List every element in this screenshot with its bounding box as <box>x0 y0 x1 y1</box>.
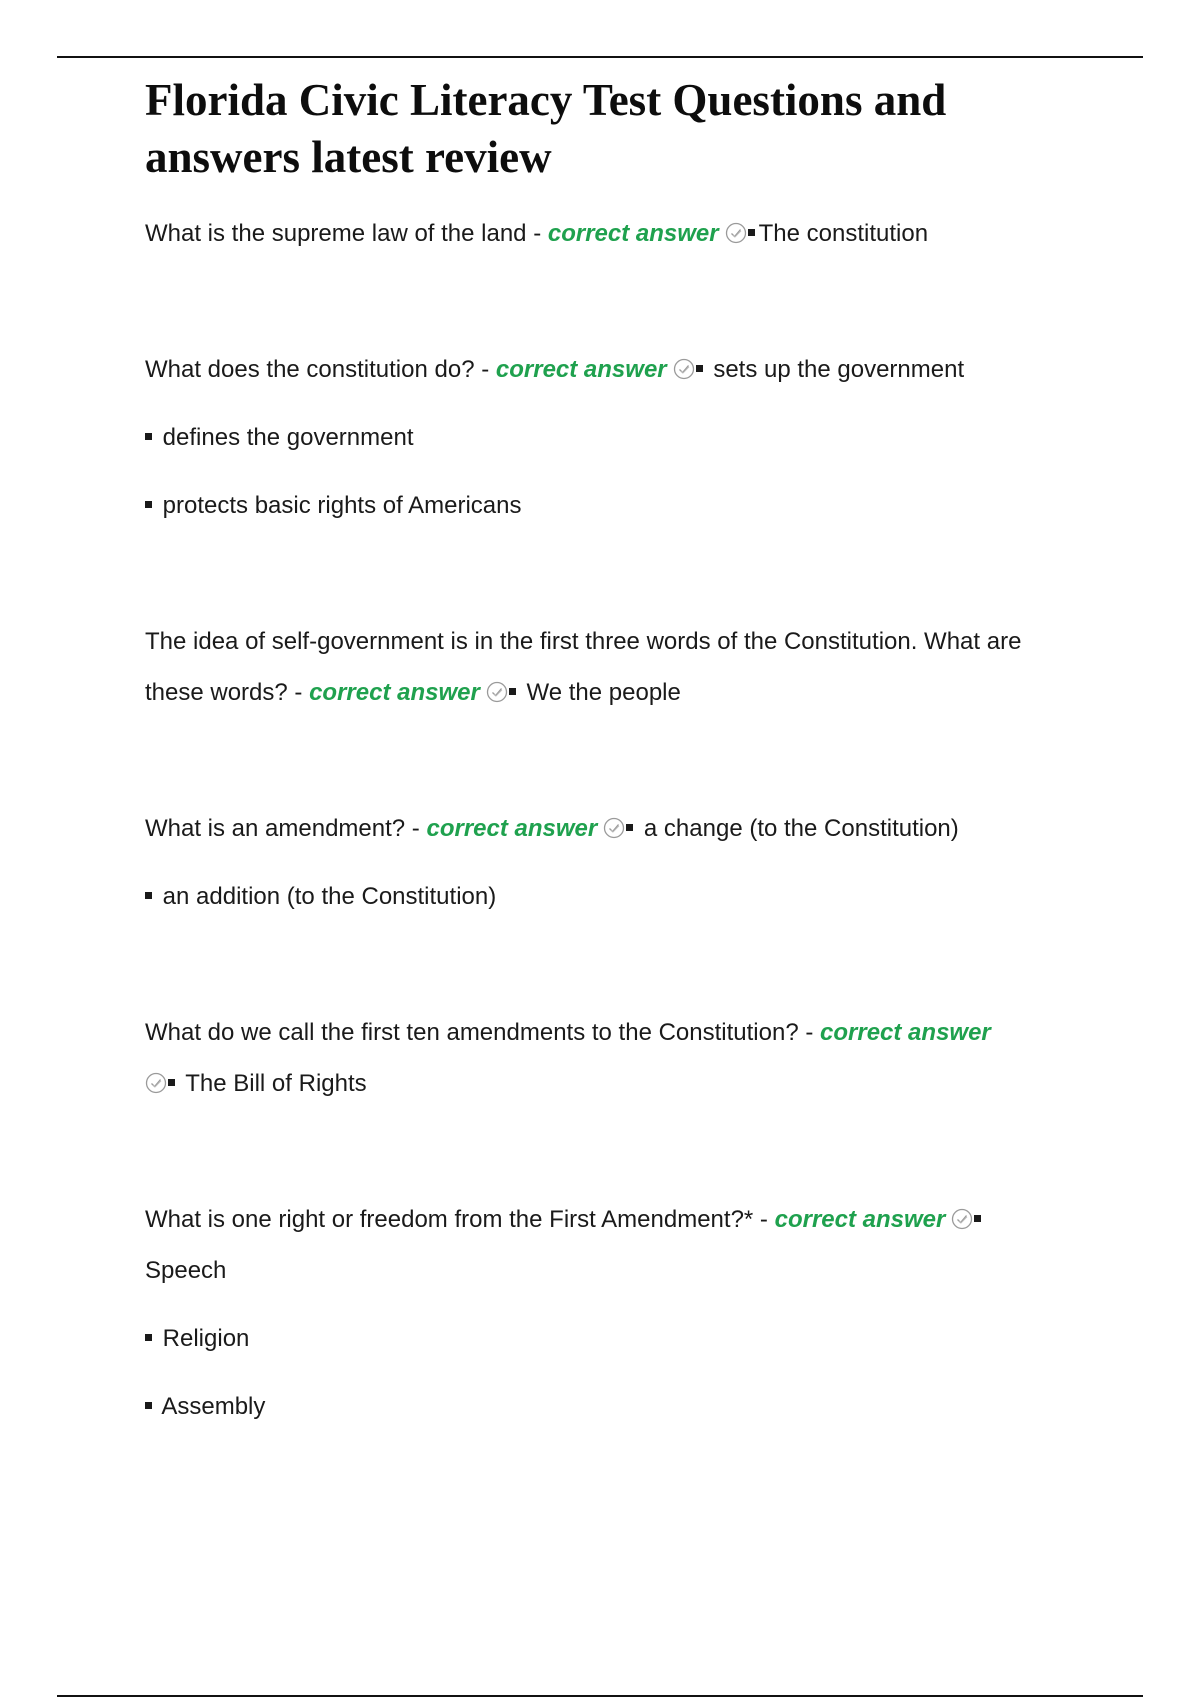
qa-item <box>145 803 1085 922</box>
answer-bullet <box>145 480 1085 531</box>
bullet-square-icon <box>748 229 755 236</box>
answer-bullet <box>145 1313 1085 1364</box>
bullet-square-icon <box>145 433 152 440</box>
bullet-square-icon <box>168 1079 175 1086</box>
bullet-square-icon <box>145 892 152 899</box>
question-text: What does the constitution do? - <box>145 356 490 383</box>
qa-item <box>145 1007 1085 1109</box>
answer-text: a change (to the Constitution) <box>643 815 959 842</box>
qa-item <box>145 344 1085 531</box>
answer-bullet <box>145 1381 1085 1432</box>
answer-bullet-text: protects basic rights of Americans <box>162 492 522 519</box>
document-body <box>145 72 1085 1432</box>
correct-answer-label: correct answer <box>426 815 598 842</box>
bullet-square-icon <box>696 365 703 372</box>
question-line <box>145 616 1085 718</box>
correct-answer-label: correct answer <box>547 220 719 247</box>
question-line <box>145 208 1085 259</box>
bullet-square-icon <box>974 1215 981 1222</box>
bottom-rule <box>57 1695 1143 1697</box>
answer-bullet-text: defines the government <box>162 424 414 451</box>
question-text: What is an amendment? - <box>145 815 420 842</box>
question-line <box>145 1194 1085 1296</box>
qa-item <box>145 1194 1085 1432</box>
question-text: What do we call the first ten amendments to the Constitution? - <box>145 1019 814 1046</box>
question-text: The idea of self-government is in the first three words of the Constitution. What are these words? - <box>145 628 1022 706</box>
answer-text: We the people <box>526 679 681 706</box>
check-circle-icon <box>725 222 747 244</box>
answer-text: The Bill of Rights <box>185 1070 367 1097</box>
answer-text: The constitution <box>758 220 929 247</box>
answer-bullet-text: Religion <box>162 1325 250 1352</box>
check-circle-icon <box>486 681 508 703</box>
correct-answer-label: correct answer <box>820 1019 991 1046</box>
top-rule <box>57 56 1143 58</box>
bullet-square-icon <box>626 824 633 831</box>
check-circle-icon <box>951 1208 973 1230</box>
answer-bullet <box>145 412 1085 463</box>
bullet-square-icon <box>145 501 152 508</box>
qa-item <box>145 616 1085 718</box>
correct-answer-label: correct answer <box>495 356 667 383</box>
answer-bullet-text: an addition (to the Constitution) <box>162 883 497 910</box>
question-line <box>145 1007 1085 1109</box>
check-circle-icon <box>603 817 625 839</box>
page-title: Florida Civic Literacy Test Questions and answers latest review <box>145 75 947 182</box>
check-circle-icon <box>673 358 695 380</box>
correct-answer-label: correct answer <box>309 679 480 706</box>
bullet-square-icon <box>145 1402 152 1409</box>
answer-bullet <box>145 871 1085 922</box>
question-text: What is the supreme law of the land - <box>145 220 542 247</box>
question-line <box>145 344 1085 395</box>
answer-text: Speech <box>145 1257 227 1284</box>
answer-text: sets up the government <box>713 356 965 383</box>
question-text: What is one right or freedom from the First Amendment?* - <box>145 1206 768 1233</box>
question-line <box>145 803 1085 854</box>
check-circle-icon <box>145 1072 167 1094</box>
bullet-square-icon <box>145 1334 152 1341</box>
bullet-square-icon <box>509 688 516 695</box>
answer-bullet-text: Assembly <box>161 1393 266 1420</box>
correct-answer-label: correct answer <box>774 1206 946 1233</box>
qa-item <box>145 208 1085 259</box>
